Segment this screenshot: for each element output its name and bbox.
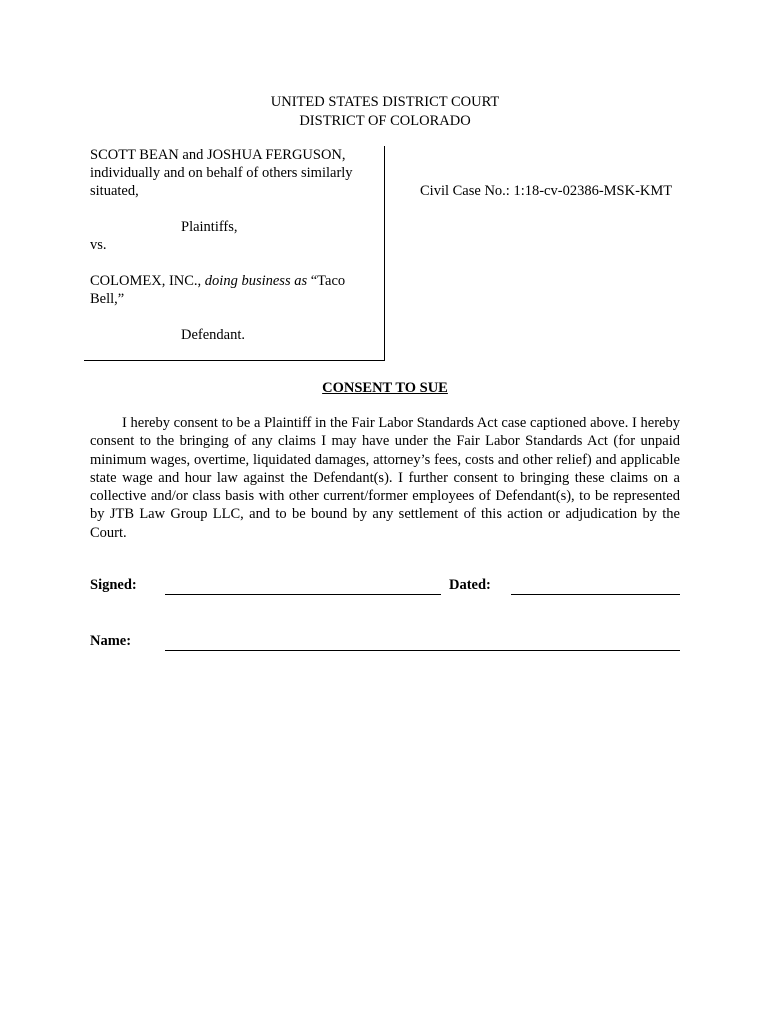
court-district: DISTRICT OF COLORADO [299, 113, 471, 129]
document-title: CONSENT TO SUE [322, 380, 448, 396]
name-line[interactable] [165, 650, 680, 651]
defendant-name [90, 272, 382, 308]
signed-label: Signed: [90, 577, 137, 593]
case-number: Civil Case No.: 1:18-cv-02386-MSK-KMT [420, 183, 673, 199]
dated-label: Dated: [449, 577, 491, 593]
defendant-name-suffix: “Taco Bell,” [90, 273, 346, 307]
caption-divider-vertical [384, 146, 385, 361]
defendant-role: Defendant. [181, 327, 246, 343]
signature-line[interactable] [165, 594, 441, 595]
versus-label: vs. [90, 237, 107, 253]
plaintiffs-role: Plaintiffs, [181, 219, 238, 235]
case-caption [90, 146, 382, 358]
defendant-name-prefix: COLOMEX, INC., [90, 273, 205, 289]
plaintiffs-names: SCOTT BEAN and JOSHUA FERGUSON, individually and on behalf of others similarly situated, [90, 147, 353, 199]
caption-divider-horizontal [84, 360, 385, 361]
defendant-dba: doing business as [204, 273, 308, 289]
date-line[interactable] [511, 594, 680, 595]
name-label: Name: [90, 633, 132, 649]
court-name: UNITED STATES DISTRICT COURT [270, 94, 500, 110]
consent-paragraph: I hereby consent to be a Plaintiff in the Fair Labor Standards Act case captioned above. I hereby consent to the bringing of any claims I may have under the Fair Labor Standards Act (for unpaid minimum wages, overtime, liquidated damages, attorney’s fees, costs and other relief) and applicable state wage and hour law against the Defendant(s). I further consent to bringing these claims on a collective and/or class basis with other current/former employees of Defendant(s), to be represented by JTB Law Group LLC, and to be bound by any settlement of this action or adjudication by the Court. [90, 415, 680, 541]
